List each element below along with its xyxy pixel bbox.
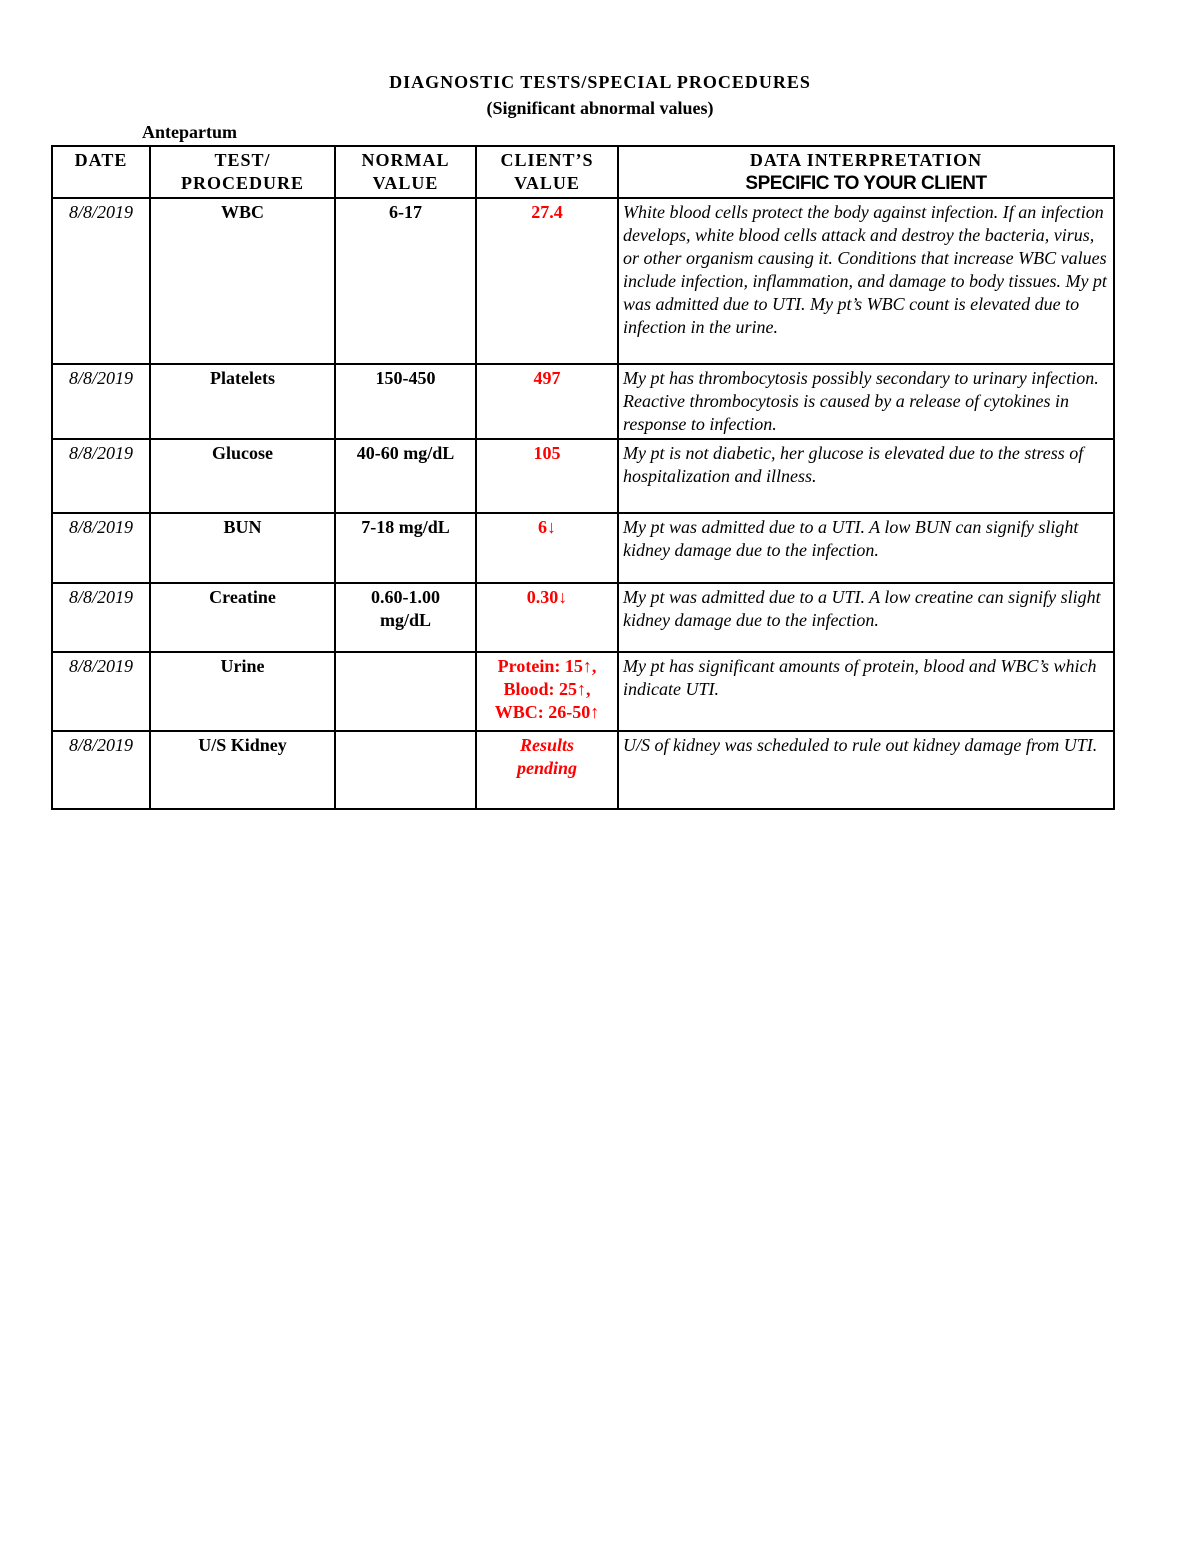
cell-date: 8/8/2019 bbox=[52, 513, 150, 583]
cell-client bbox=[476, 731, 618, 809]
cell-client bbox=[476, 583, 618, 652]
client-value: Results bbox=[519, 735, 575, 755]
column-header-date-label: DATE bbox=[74, 150, 128, 170]
document-subtitle: (Significant abnormal values) bbox=[486, 98, 714, 118]
table-row bbox=[52, 198, 1114, 364]
table-row bbox=[52, 439, 1114, 513]
column-header-test bbox=[150, 146, 335, 198]
cell-normal bbox=[335, 198, 476, 364]
table-header-row bbox=[52, 146, 1114, 198]
cell-client bbox=[476, 198, 618, 364]
client-value: 105 bbox=[533, 443, 561, 463]
client-value: 0.30↓ bbox=[526, 587, 568, 607]
cell-normal bbox=[335, 364, 476, 439]
cell-date: 8/8/2019 bbox=[52, 652, 150, 731]
cell-test: WBC bbox=[150, 198, 335, 364]
table-row bbox=[52, 731, 1114, 809]
cell-client bbox=[476, 364, 618, 439]
cell-date: 8/8/2019 bbox=[52, 364, 150, 439]
cell-test: BUN bbox=[150, 513, 335, 583]
column-header-client-line2: VALUE bbox=[514, 173, 580, 193]
column-header-client bbox=[476, 146, 618, 198]
cell-test: U/S Kidney bbox=[150, 731, 335, 809]
cell-interpretation: White blood cells protect the body against infection. If an infection develops, white blood cells attack and destroy the bacteria, virus, or other organism causing it. Conditions that increase WBC values include infection, inflammation, and damage to body tissues. My pt was admitted due to UTI. My pt’s WBC count is elevated due to infection in the urine. bbox=[618, 198, 1114, 364]
cell-interpretation: My pt was admitted due to a UTI. A low BUN can signify slight kidney damage due to the infection. bbox=[618, 513, 1114, 583]
column-header-test-line2: PROCEDURE bbox=[180, 173, 304, 193]
cell-client bbox=[476, 513, 618, 583]
cell-normal bbox=[335, 652, 476, 731]
normal-value: 7-18 mg/dL bbox=[361, 517, 450, 537]
cell-interpretation: My pt is not diabetic, her glucose is elevated due to the stress of hospitalization and illness. bbox=[618, 439, 1114, 513]
cell-normal bbox=[335, 731, 476, 809]
table-row bbox=[52, 364, 1114, 439]
cell-interpretation: My pt was admitted due to a UTI. A low creatine can signify slight kidney damage due to the infection. bbox=[618, 583, 1114, 652]
normal-value: mg/dL bbox=[379, 610, 431, 630]
cell-date: 8/8/2019 bbox=[52, 583, 150, 652]
document-title: DIAGNOSTIC TESTS/SPECIAL PROCEDURES bbox=[389, 72, 811, 92]
cell-test: Urine bbox=[150, 652, 335, 731]
column-header-interp-line2: SPECIFIC TO YOUR CLIENT bbox=[745, 173, 987, 194]
client-value: pending bbox=[516, 758, 577, 778]
normal-value: 6-17 bbox=[389, 202, 422, 222]
table-row bbox=[52, 513, 1114, 583]
normal-value: 0.60-1.00 bbox=[371, 587, 440, 607]
client-value: WBC: 26-50↑ bbox=[494, 702, 600, 722]
cell-date: 8/8/2019 bbox=[52, 731, 150, 809]
cell-test: Glucose bbox=[150, 439, 335, 513]
column-header-client-line1: CLIENT’S bbox=[500, 150, 594, 170]
client-value: Protein: 15↑, bbox=[497, 656, 597, 676]
column-header-normal bbox=[335, 146, 476, 198]
cell-client bbox=[476, 439, 618, 513]
cell-interpretation: U/S of kidney was scheduled to rule out kidney damage from UTI. bbox=[618, 731, 1114, 809]
cell-test: Creatine bbox=[150, 583, 335, 652]
table-row bbox=[52, 652, 1114, 731]
cell-date: 8/8/2019 bbox=[52, 198, 150, 364]
cell-date: 8/8/2019 bbox=[52, 439, 150, 513]
column-header-interpretation bbox=[618, 146, 1114, 198]
cell-normal bbox=[335, 513, 476, 583]
table-row bbox=[52, 583, 1114, 652]
cell-normal bbox=[335, 583, 476, 652]
client-value: Blood: 25↑, bbox=[503, 679, 591, 699]
column-header-date bbox=[52, 146, 150, 198]
cell-client bbox=[476, 652, 618, 731]
column-header-normal-line1: NORMAL bbox=[361, 150, 450, 170]
cell-test: Platelets bbox=[150, 364, 335, 439]
cell-interpretation: My pt has thrombocytosis possibly secondary to urinary infection. Reactive thrombocytosis is caused by a release of cytokines in response to infection. bbox=[618, 364, 1114, 439]
section-label: Antepartum bbox=[142, 122, 237, 142]
column-header-test-line1: TEST/ bbox=[214, 150, 271, 170]
column-header-interp-line1: DATA INTERPRETATION bbox=[749, 150, 983, 170]
diagnostic-tests-table bbox=[51, 145, 1115, 810]
client-value: 6↓ bbox=[538, 517, 556, 537]
normal-value: 150-450 bbox=[375, 368, 436, 388]
cell-normal bbox=[335, 439, 476, 513]
cell-interpretation: My pt has significant amounts of protein, blood and WBC’s which indicate UTI. bbox=[618, 652, 1114, 731]
column-header-normal-line2: VALUE bbox=[372, 173, 439, 193]
client-value: 27.4 bbox=[531, 202, 563, 222]
normal-value: 40-60 mg/dL bbox=[356, 443, 455, 463]
client-value: 497 bbox=[533, 368, 561, 388]
